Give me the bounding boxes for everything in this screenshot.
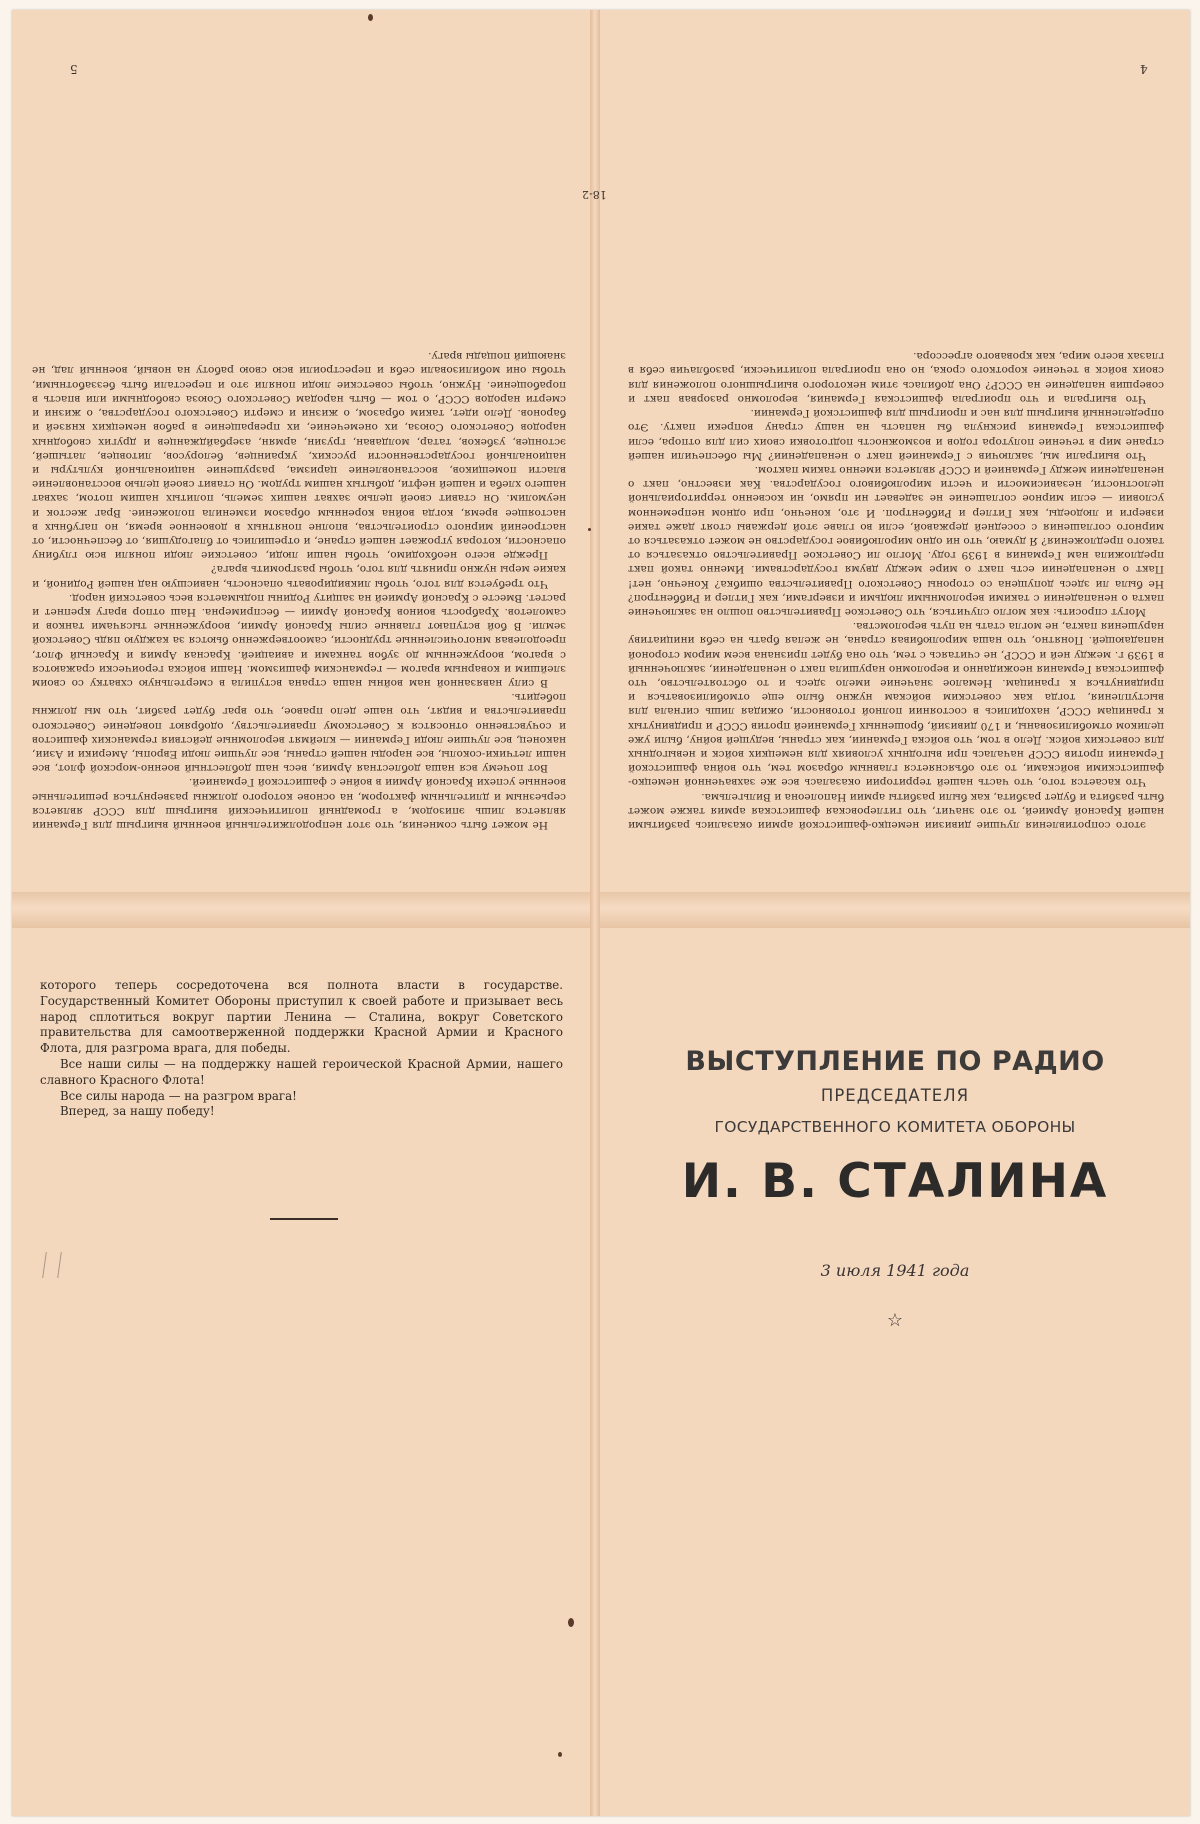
cover-subtitle: ПРЕДСЕДАТЕЛЯ [820, 1086, 970, 1105]
page4-paragraph: Могут спросить: как могло случиться, что Советское Правительство пошло на заключение пакта о ненападении с такими вероломными людьми и извергами, как Гитлер и Риббентроп? Не была ли здесь допущена со стороны Советского Правительства ошибка? Конечно, нет! Пакт о ненападении есть пакт о мире между двумя государствами. Именно такой пакт предложила нам Германия в 1939 году. Могло ли Советское Правительство отказаться от такого предложения? Я думаю, что ни одно миролюбивое государство не может отказаться от мирного соглашения с соседней державой, если во главе этой державы стоят даже такие изверги и людоеды, как Гитлер и Риббентроп. И это, конечно, при одном непременном условии — если мирное соглашение не задевает ни прямо, ни косвенно территориальной целостности, независимости и чести миролюбивого государства. Как известно, пакт о ненападении между Германией и СССР является именно таким пактом. [628, 463, 1164, 618]
ink-stain [368, 14, 373, 21]
page4-paragraph: Что выиграли мы, заключив с Германией пакт о ненападении? Мы обеспечили нашей стране мир в течение полутора годов и возможность подготовки своих сил для отпора, если фашистская Германия рискнула бы напасть на нашу страну вопреки пакту. Это определенный выигрыш для нас и проигрыш для фашистской Германии. [628, 407, 1164, 462]
page-4-text [628, 80, 1164, 832]
closing-paragraph: которого теперь сосредоточена вся полнота власти в государстве. Государственный Комитет Обороны приступил к своей работе и призывает весь народ сплотиться вокруг партии Ленина — Сталина, вокруг Советского правительства для самоотверженной поддержки Красной Армии и Красного Флота, для разгрома врага, для победы. [40, 978, 563, 1056]
page5-paragraph: В силу навязанной нам войны наша страна вступила в смертельную схватку со своим злейшим и коварным врагом — германским фашизмом. Наши войска героически сражаются с врагом, вооруженным до зубов танками и авиацией. Красная Армия и Красный Флот, преодолевая многочисленные трудности, самоотверженно бьются за каждую пядь Советской земли. В бой вступают главные силы Красной Армии, вооруженные тысячами танков и самолетов. Храбрость воинов Красной Армии — беспримерна. Наш отпор врагу крепнет и растет. Вместе с Красной Армией на защиту Родины подымается весь советский народ. [32, 591, 566, 689]
page5-paragraph: Что требуется для того, чтобы ликвидировать опасность, нависшую над нашей Родиной, и какие меры нужно принять для того, чтобы разгромить врага? [32, 563, 566, 590]
page4-paragraph: Что касается того, что часть нашей территории оказалась все же захваченной немецко-фашистскими войсками, то это объясняется главным образом тем, что война фашистской Германии против СССР началась при выгодных условиях для немецких войск и невыгодных для советских войск. Дело в том, что войска Германии, как страны, ведущей войну, были уже целиком отмобилизованы, и 170 дивизий, брошенных Германией против СССР и придвинутых к границам СССР, находились в состоянии полной готовности, ожидая лишь сигнала для выступления, тогда как советским войскам нужно было еще отмобилизоваться и придвинуться к границам. Немалое значение имело здесь и то обстоятельство, что фашистская Германия неожиданно и вероломно нарушила пакт о ненападении, заключенный в 1939 г. между ней и СССР, не считаясь с тем, что она будет признана всем миром стороной нападающей. Понятно, что наша миролюбивая страна, не желая брать на себя инициативу нарушения пакта, не могла стать на путь вероломства. [628, 620, 1164, 789]
vertical-fold [590, 10, 600, 1816]
printer-mark: 18-2 [582, 188, 607, 201]
ink-stain [558, 1752, 562, 1757]
page4-paragraph: этого сопротивления лучшие дивизии немецко-фашистской армии оказались разбитыми нашей Красной Армией, то это значит, что гитлеровская фашистская армия также может быть разбита и будет разбита, как были разбиты армии Наполеона и Вильгельма. [628, 790, 1164, 831]
page5-paragraph: Вот почему вся наша доблестная Армия, весь наш доблестный военно-морской флот, все наши летчики-соколы, все народы нашей страны, все лучшие люди Европы, Америки и Азии, наконец, все лучшие люди Германии — клеймят вероломные действия германских фашистов и сочувственно относятся к Советскому правительству, одобряют поведение Советского правительства и видят, что наше дело правое, что враг будет разбит, что мы должны победить. [32, 691, 566, 775]
page-number-left: 5 [70, 62, 78, 76]
ink-stain [588, 528, 591, 531]
cover-date: 3 июля 1941 года [820, 1261, 970, 1280]
cover-author: И. В. СТАЛИНА [681, 1154, 1109, 1209]
cover-title: ВЫСТУПЛЕНИЕ ПО РАДИО [685, 1046, 1105, 1077]
closing-paragraph: Все наши силы — на поддержку нашей героической Красной Армии, нашего славного Красного Флота! [40, 1056, 563, 1087]
page-5-text [32, 80, 566, 832]
closing-paragraph: Вперед, за нашу победу! [60, 1104, 215, 1119]
cover-committee: ГОСУДАРСТВЕННОГО КОМИТЕТА ОБОРОНЫ [714, 1118, 1076, 1136]
page4-paragraph: Что выиграла и что проиграла фашистская Германия, вероломно разорвав пакт и совершив нападение на СССР? Она добилась этим некоторого выигрышного положения для своих войск в течение короткого срока, но она проиграла политически, разоблачив себя в глазах всего мира, как кровавого агрессора. [628, 350, 1164, 405]
closing-paragraph: Все силы народа — на разгром врага! [60, 1088, 297, 1103]
page5-paragraph: Прежде всего необходимо, чтобы наши люди, советские люди поняли всю глубину опасности, которая угрожает нашей стране, и отрешились от благодушия, от беспечности, от настроений мирного строительства, вполне понятных в довоенное время, но пагубных в настоящее время, когда война коренным образом изменила положение. Враг жесток и неумолим. Он ставит своей целью захват наших земель, политых нашим потом, захват нашего хлеба и нашей нефти, добытых нашим трудом. Он ставит своей целью восстановление власти помещиков, восстановление царизма, разрушение национальной культуры и национальной государственности русских, украинцев, белорусов, литовцев, латышей, эстонцев, узбеков, татар, молдаван, грузин, армян, азербайджанцев и других свободных народов Советского Союза, их онемечение, их превращение в рабов немецких князей и баронов. Дело идет, таким образом, о жизни и смерти Советского государства, о жизни и смерти народов СССР, о том — быть народам Советского Союза свободными или впасть в порабощение. Нужно, чтобы советские люди поняли это и перестали быть беззаботными, чтобы они мобилизовали себя и перестроили всю свою работу на новый, военный лад, не знающий пощады врагу. [32, 350, 566, 562]
end-rule [270, 1218, 338, 1220]
page5-paragraph: Не может быть сомнения, что этот непродолжительный военный выигрыш для Германии является лишь эпизодом, а громадный политический выигрыш для СССР является серьезным и длительным фактором, на основе которого должны развернуться решительные военные успехи Красной Армии в войне с фашистской Германией. [32, 776, 566, 831]
page-number-right: 4 [1140, 62, 1148, 76]
horizontal-fold [12, 892, 1190, 928]
ink-stain [568, 1618, 574, 1627]
star-outline-icon: ☆ [886, 1310, 904, 1331]
closing-text [40, 978, 563, 1120]
